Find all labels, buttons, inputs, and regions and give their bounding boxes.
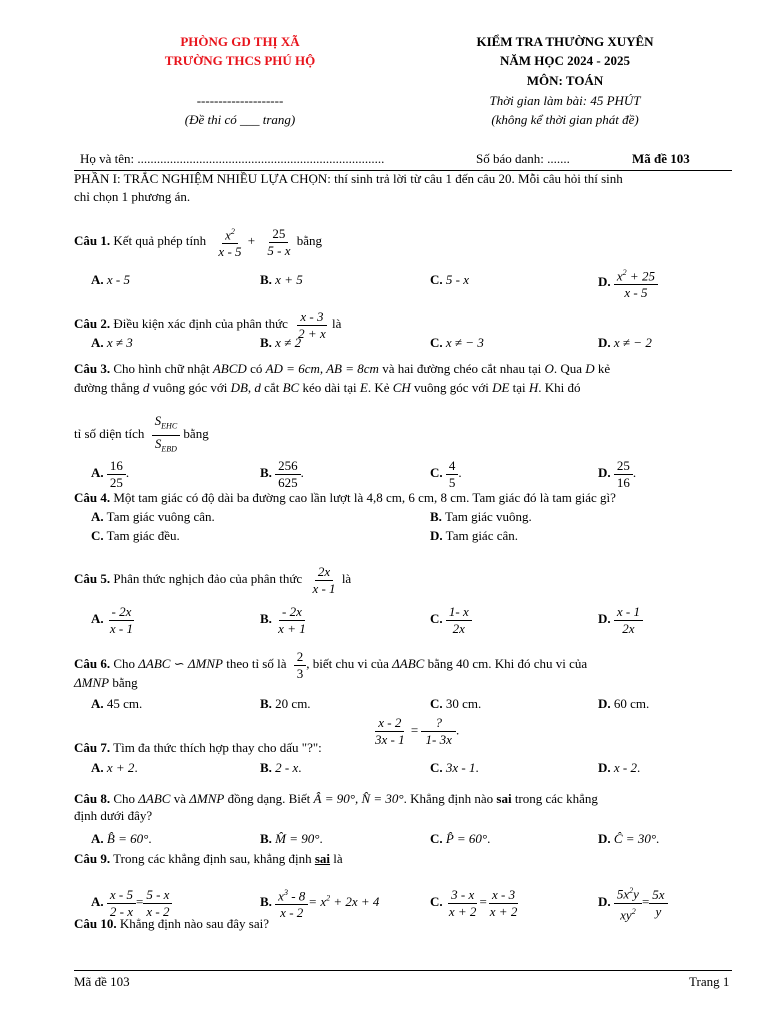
question-8-line2: định dưới đây? [74, 808, 153, 823]
question-9: Câu 9. Trong các khẳng định sau, khẳng định sai là [74, 851, 343, 866]
question-6-line2: ΔMNP bằng [74, 675, 138, 690]
q9-option-d[interactable]: D. $\frac{5x^2y}{xy^2}$ = $\frac{5x}{y}$ [598, 870, 668, 923]
footer-page: Trang 1 [689, 974, 730, 989]
q1-label: Câu 1. [74, 233, 111, 248]
q7-option-d[interactable]: D. x - 2. [598, 760, 641, 775]
header-dashes: -------------------- [196, 93, 284, 108]
q6-option-c[interactable]: C. 30 cm. [430, 696, 482, 711]
question-3-line3: tỉ số diện tích $\frac{S_{EHC}}{S_{EBD}}$ bằng [74, 412, 209, 454]
q1-option-a[interactable]: A. x - 5 [91, 272, 130, 287]
question-1: Câu 1. Kết quả phép tính $\frac{x^2}{x - 5}$ + $\frac{25}{5 - x}$ bằng [74, 225, 323, 260]
question-5: Câu 5. Phân thức nghịch đảo của phân thức $\frac{2x}{x - 1}$ là [74, 563, 352, 596]
q2-option-c[interactable]: C. x ≠ − 3 [430, 335, 484, 350]
q7-equation: $\frac{x - 2}{3x - 1}$ = $\frac{?}{1- 3x}$ . [375, 715, 460, 747]
q6-option-b[interactable]: B. 20 cm. [260, 696, 311, 711]
q1-option-b[interactable]: B. x + 5 [260, 272, 303, 287]
school-year: NĂM HỌC 2024 - 2025 [500, 53, 630, 68]
q5-option-a[interactable]: A. $\frac{- 2x}{x - 1}$ [91, 603, 133, 636]
part1-title-2: chỉ chọn 1 phương án. [74, 189, 191, 204]
q1-option-c[interactable]: C. 5 - x [430, 272, 469, 287]
question-8: Câu 8. Cho ΔABC và ΔMNP đồng dạng. Biết Â = 90°, N̂ = 30°. Khẳng định nào sai trong các khẳng [74, 791, 598, 806]
school-name: TRƯỜNG THCS PHÚ HỘ [164, 53, 316, 68]
q3-option-a[interactable]: A. $\frac{16}{25}$ . [91, 457, 130, 490]
q4-option-c[interactable]: C. Tam giác đều. [91, 528, 180, 543]
q9-option-c[interactable]: C. $\frac{3 - x}{x + 2}$ = $\frac{x - 3}{x + 2}$ [430, 886, 518, 919]
q6-option-a[interactable]: A. 45 cm. [91, 696, 143, 711]
sbd-field: Số báo danh: ....... [476, 151, 570, 166]
q1-option-d[interactable]: D. $\frac{x^2 + 25}{x - 5}$ [598, 250, 658, 301]
q4-option-b[interactable]: B. Tam giác vuông. [430, 509, 532, 524]
question-10: Câu 10. Khẳng định nào sau đây sai? [74, 916, 269, 931]
page-count: (Đề thi có ___ trang) [184, 112, 296, 127]
q1-frac1: $\frac{x^2}{x - 5}$ [215, 224, 244, 260]
q4-option-d[interactable]: D. Tam giác cân. [430, 528, 519, 543]
question-2: Câu 2. Điều kiện xác định của phân thức $\frac{x - 3}{2 + x}$ là [74, 308, 342, 341]
q5-option-d[interactable]: D. $\frac{x - 1}{2x}$ [598, 589, 643, 637]
question-6: Câu 6. Cho ΔABC ∽ ΔMNP theo tỉ số là $\frac{2}{3}$ , biết chu vi của ΔABC bằng 40 cm. Khi đó chu vi của [74, 648, 588, 681]
footer-code: Mã đề 103 [74, 974, 130, 989]
q3-option-c[interactable]: C. $\frac{4}{5}$ . [430, 457, 462, 490]
q8-option-c[interactable]: C. P̂ = 60°. [430, 831, 491, 846]
q8-option-a[interactable]: A. B̂ = 60°. [91, 831, 152, 846]
time-note: (không kể thời gian phát đề) [491, 112, 639, 127]
q9-option-a[interactable]: A. $\frac{x - 5}{2 - x}$ = $\frac{5 - x}{x - 2}$ [91, 872, 172, 920]
q7-option-c[interactable]: C. 3x - 1. [430, 760, 479, 775]
part1-title: PHẦN I: TRẮC NGHIỆM NHIỀU LỰA CHỌN: thí sinh trả lời từ câu 1 đến câu 20. Mỗi câu hỏi thí sinh [74, 171, 623, 186]
question-3-line2: đường thẳng d vuông góc với DB, d cắt BC kéo dài tại E. Kẻ CH vuông góc với DE tại H. Khi đó [74, 380, 581, 395]
footer-rule [74, 970, 732, 971]
exam-time: Thời gian làm bài: 45 PHÚT [489, 93, 641, 108]
name-field: Họ và tên: ............................................................................ [80, 151, 385, 166]
exam-code: Mã đề 103 [632, 151, 690, 166]
q1-frac2: $\frac{25}{5 - x}$ [267, 225, 291, 258]
subject: MÔN: TOÁN [526, 73, 604, 88]
q2-option-d[interactable]: D. x ≠ − 2 [598, 335, 652, 350]
q7-option-b[interactable]: B. 2 - x. [260, 760, 302, 775]
question-3: Câu 3. Cho hình chữ nhật ABCD có AD = 6cm, AB = 8cm và hai đường chéo cắt nhau tại O. Qua D kẻ [74, 361, 611, 376]
q7-option-a[interactable]: A. x + 2. [91, 760, 138, 775]
q8-option-b[interactable]: B. M̂ = 90°. [260, 831, 323, 846]
question-7: Câu 7. Tìm đa thức thích hợp thay cho dấu "?": [74, 740, 322, 755]
q1-text: Kết quả phép tính [113, 233, 207, 248]
q6-option-d[interactable]: D. 60 cm. [598, 696, 650, 711]
q3-option-b[interactable]: B. $\frac{256}{625}$ . [260, 457, 304, 490]
q8-option-d[interactable]: D. Ĉ = 30°. [598, 831, 660, 846]
school-dept: PHÒNG GD THỊ XÃ [180, 34, 300, 49]
q5-option-b[interactable]: B. $\frac{- 2x}{x + 1}$ [260, 603, 306, 636]
q5-option-c[interactable]: C. $\frac{1- x}{2x}$ [430, 589, 472, 637]
q2-option-a[interactable]: A. x ≠ 3 [91, 335, 133, 350]
q1-tail: bằng [296, 233, 323, 248]
q9-option-b[interactable]: B. $\frac{x^3 - 8}{x - 2}$ = $x^2 + 2x + 4$ [260, 872, 379, 921]
q4-option-a[interactable]: A. Tam giác vuông cân. [91, 509, 215, 524]
exam-title: KIỂM TRA THƯỜNG XUYÊN [476, 34, 654, 49]
q3-option-d[interactable]: D. $\frac{25}{16}$ . [598, 457, 637, 490]
q2-option-b[interactable]: B. x ≠ 2 [260, 335, 302, 350]
question-4: Câu 4. Một tam giác có độ dài ba đường cao lần lượt là 4,8 cm, 6 cm, 8 cm. Tam giác đó là tam giác gì? [74, 490, 616, 505]
